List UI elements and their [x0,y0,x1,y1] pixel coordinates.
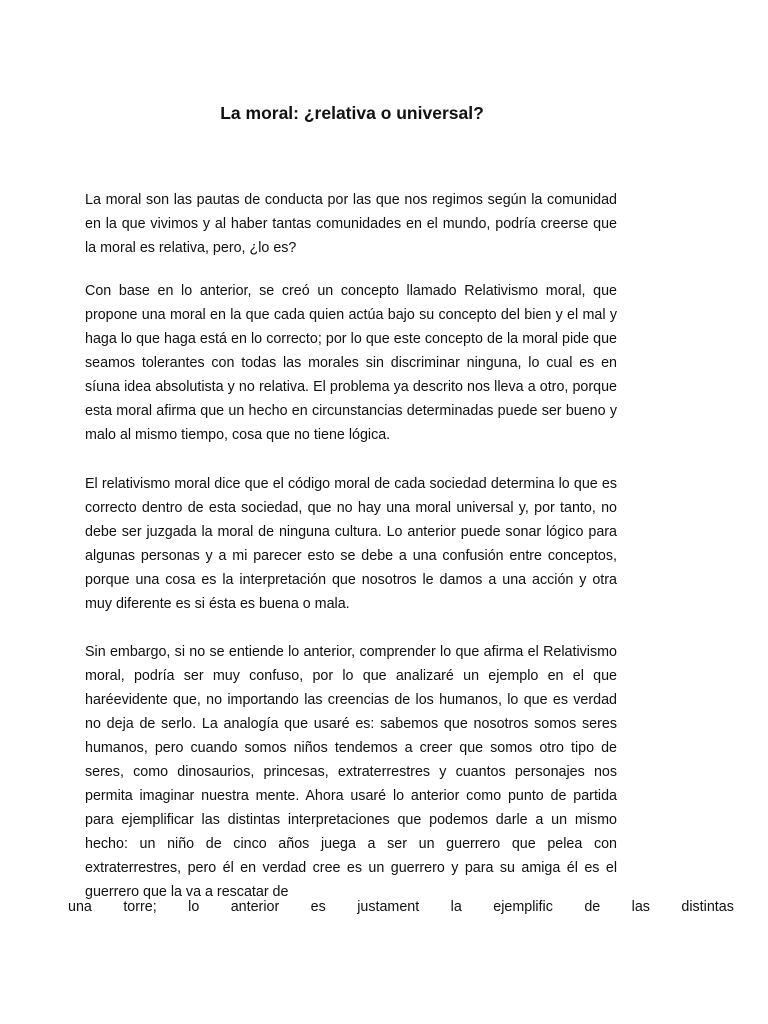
cut-word: justament [357,899,420,915]
cut-word: ejemplific [493,899,553,915]
cut-word: torre; [123,899,157,915]
document-title: La moral: ¿relativa o universal? [220,103,484,123]
cut-word: la [450,899,462,915]
cut-word: es [310,899,326,915]
paragraph-2: Con base en lo anterior, se creó un concepto llamado Relativismo moral, que propone una moral en la que cada quien actúa bajo su concepto del bien y el mal y haga lo que haga está en lo correcto; por lo que este concepto de la moral pide que seamos tolerantes con todas las morales sin discriminar ninguna, lo cual es en síuna idea absolutista y no relativa. El problema ya descrito nos lleva a otro, porque esta moral afirma que un hecho en circunstancias determinadas puede ser bueno y malo al mismo tiempo, cosa que no tiene lógica. [85,283,617,443]
cut-word: distintas [681,899,734,915]
cut-word: anterior [230,899,280,915]
paragraph-1: La moral son las pautas de conducta por las que nos regimos según la comunidad en la que vivimos y al haber tantas comunidades en el mundo, podría creerse que la moral es relativa, pero, ¿lo es? [85,192,617,256]
cut-word: lo [188,899,200,915]
paragraph-4: Sin embargo, si no se entiende lo anterior, comprender lo que afirma el Relativismo moral, podría ser muy confuso, por lo que analizaré un ejemplo en el que haréevidente que, no importando las creencias de los humanos, lo que es verdad no deja de serlo. La analogía que usaré es: sabemos que nosotros somos seres humanos, pero cuando somos niños tendemos a creer que somos otro tipo de seres, como dinosaurios, princesas, extraterrestres y cuantos personajes nos permita imaginar nuestra mente. Ahora usaré lo anterior como punto de partida para ejemplificar las distintas interpretaciones que podemos darle a un mismo hecho: un niño de cinco años juega a ser un guerrero que pelea con extraterrestres, pero él en verdad cree es un guerrero y para su amiga él es el guerrero que la va a rescatar de [85,644,617,900]
cut-word: de [584,899,601,915]
cut-word: las [631,899,650,915]
paragraph-3: El relativismo moral dice que el código moral de cada sociedad determina lo que es correcto dentro de esta sociedad, que no hay una moral universal y, por tanto, no debe ser juzgada la moral de ninguna cultura. Lo anterior puede sonar lógico para algunas personas y a mi parecer esto se debe a una confusión entre conceptos, porque una cosa es la interpretación que nosotros le damos a una acción y otra muy diferente es si ésta es buena o mala. [85,476,617,612]
truncated-line [68,897,734,917]
cut-word: una [68,899,92,915]
